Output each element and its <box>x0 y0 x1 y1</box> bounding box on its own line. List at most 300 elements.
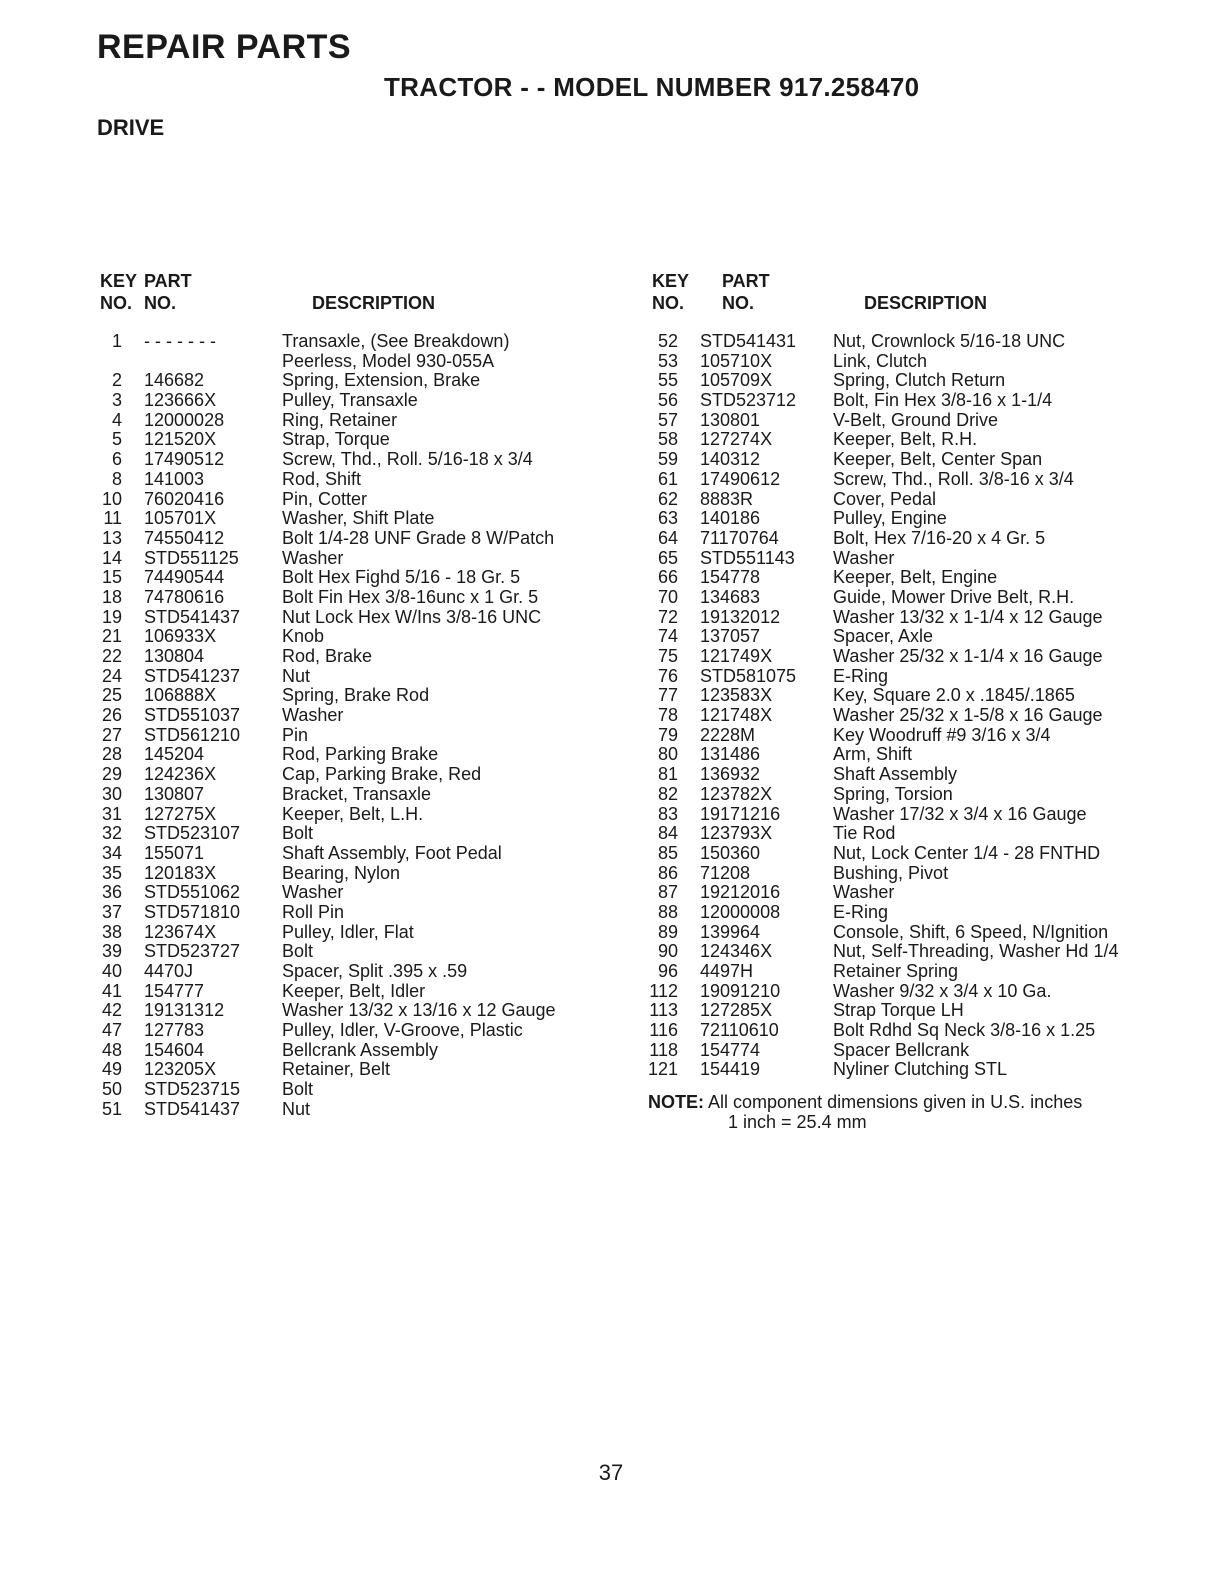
part-description: Spring, Extension, Brake <box>282 370 481 391</box>
table-row <box>648 864 1168 884</box>
key-number: 53 <box>657 350 678 371</box>
key-number: 2 <box>111 370 122 391</box>
part-number: 71208 <box>700 862 751 883</box>
table-row <box>100 942 620 962</box>
table-row <box>100 824 620 844</box>
part-description: Arm, Shift <box>833 744 913 765</box>
table-row <box>648 352 1168 372</box>
table-row <box>100 745 620 765</box>
part-number: 124346X <box>700 941 773 962</box>
part-description: Washer 25/32 x 1-1/4 x 16 Gauge <box>833 646 1103 666</box>
table-row <box>648 726 1168 746</box>
part-description: Spring, Brake Rod <box>282 685 430 706</box>
table-row <box>100 726 620 746</box>
part-description: Bushing, Pivot <box>833 862 949 883</box>
table-row <box>100 450 620 470</box>
key-number: 65 <box>657 547 678 568</box>
part-number: 127783 <box>144 1020 205 1041</box>
key-number: 1 <box>111 331 122 351</box>
part-number: 154774 <box>700 1039 761 1060</box>
table-header <box>100 270 620 332</box>
description-header: DESCRIPTION <box>312 293 436 313</box>
key-number: 15 <box>101 567 122 588</box>
part-description: Key Woodruff #9 3/16 x 3/4 <box>833 724 1051 745</box>
table-row <box>648 391 1168 411</box>
part-number: 105701X <box>144 508 217 529</box>
key-number: 82 <box>657 783 678 804</box>
part-number: 150360 <box>700 842 761 863</box>
part-description: Knob <box>282 626 325 647</box>
key-number: 3 <box>111 390 122 411</box>
key-number: 72 <box>657 606 678 627</box>
part-description: Bolt Rdhd Sq Neck 3/8-16 x 1.25 <box>833 1020 1096 1041</box>
part-description: Keeper, Belt, Idler <box>282 980 426 1001</box>
part-header-line1: PART <box>144 271 192 291</box>
part-number: 74490544 <box>144 567 225 588</box>
part-number: 123674X <box>144 921 217 942</box>
table-row <box>100 982 620 1002</box>
table-row <box>100 490 620 510</box>
part-header-line2: NO. <box>722 293 755 313</box>
dimension-note <box>648 1092 1082 1132</box>
part-description: Screw, Thd., Roll. 5/16-18 x 3/4 <box>282 449 533 470</box>
part-description: Washer <box>282 882 344 903</box>
part-description: Retainer Spring <box>833 961 959 981</box>
table-row <box>100 411 620 431</box>
part-description: Bearing, Nylon <box>282 862 401 883</box>
part-description: Keeper, Belt, R.H. <box>833 429 978 450</box>
model-subtitle: TRACTOR - - MODEL NUMBER 917.258470 <box>384 72 920 102</box>
table-row <box>648 332 1168 352</box>
part-description: Guide, Mower Drive Belt, R.H. <box>833 586 1075 607</box>
table-row <box>648 706 1168 726</box>
key-number: 6 <box>111 449 122 470</box>
key-header-line2: NO. <box>652 293 685 313</box>
key-number: 52 <box>657 331 678 351</box>
part-number: 131486 <box>700 744 761 765</box>
key-number: 22 <box>101 646 122 666</box>
table-row <box>648 1041 1168 1061</box>
table-row <box>648 686 1168 706</box>
table-row <box>100 1001 620 1021</box>
part-description: Bolt, Fin Hex 3/8-16 x 1-1/4 <box>833 390 1053 411</box>
key-number: 85 <box>657 842 678 863</box>
part-number: 130807 <box>144 783 205 804</box>
table-row <box>100 627 620 647</box>
key-number: 5 <box>111 429 122 450</box>
part-header-line2: NO. <box>144 293 177 313</box>
part-number: 139964 <box>700 921 761 942</box>
part-description: Bellcrank Assembly <box>282 1039 439 1060</box>
section-heading: DRIVE <box>97 115 165 140</box>
table-row <box>648 588 1168 608</box>
key-number: 96 <box>657 961 678 981</box>
part-description: Washer 13/32 x 1-1/4 x 12 Gauge <box>833 606 1103 627</box>
key-number: 88 <box>657 901 678 922</box>
table-row <box>648 982 1168 1002</box>
table-row <box>648 667 1168 687</box>
part-description: Nyliner Clutching STL <box>833 1059 1008 1080</box>
key-number: 66 <box>657 567 678 588</box>
part-description: Pin <box>282 724 309 745</box>
part-number: STD523107 <box>144 823 241 844</box>
table-row <box>648 745 1168 765</box>
table-row <box>648 923 1168 943</box>
part-description: Bolt <box>282 941 314 962</box>
table-row <box>648 647 1168 667</box>
part-description: Shaft Assembly, Foot Pedal <box>282 842 502 863</box>
part-description: Washer 17/32 x 3/4 x 16 Gauge <box>833 803 1087 824</box>
table-row <box>100 686 620 706</box>
part-number: STD551143 <box>700 547 795 568</box>
table-row <box>648 903 1168 923</box>
part-description: Spring, Torsion <box>833 783 953 804</box>
parts-table-left <box>100 270 620 1120</box>
key-number: 64 <box>657 527 678 548</box>
table-row <box>100 470 620 490</box>
table-row <box>100 1041 620 1061</box>
table-row <box>100 903 620 923</box>
table-row <box>648 1001 1168 1021</box>
part-description: Washer <box>833 882 895 903</box>
part-description: Peerless, Model 930-055A <box>282 350 495 371</box>
part-number: 4497H <box>700 961 754 981</box>
key-number: 51 <box>101 1098 122 1119</box>
key-number: 55 <box>657 370 678 391</box>
key-number: 83 <box>657 803 678 824</box>
part-number: 19132012 <box>700 606 781 627</box>
part-description: Strap, Torque <box>282 429 390 450</box>
key-number: 36 <box>101 882 122 903</box>
key-number: 57 <box>657 409 678 430</box>
part-number: STD541237 <box>144 665 241 686</box>
key-number: 10 <box>101 488 122 509</box>
part-number: STD571810 <box>144 901 241 922</box>
part-description: Nut Lock Hex W/Ins 3/8-16 UNC <box>282 606 542 627</box>
part-description: Bolt <box>282 1079 314 1100</box>
key-number: 87 <box>657 882 678 903</box>
part-description: Rod, Brake <box>282 646 373 666</box>
part-description: Roll Pin <box>282 901 345 922</box>
part-description: Rod, Shift <box>282 468 362 489</box>
part-description: Keeper, Belt, Engine <box>833 567 998 588</box>
part-description: Nut, Crownlock 5/16-18 UNC <box>833 331 1066 351</box>
table-row <box>648 608 1168 628</box>
part-number: 136932 <box>700 764 761 785</box>
key-number: 25 <box>101 685 122 706</box>
table-rows <box>100 332 620 1120</box>
key-number: 38 <box>101 921 122 942</box>
part-description: Screw, Thd., Roll. 3/8-16 x 3/4 <box>833 468 1074 489</box>
part-number: 124236X <box>144 764 217 785</box>
key-number: 30 <box>101 783 122 804</box>
table-row <box>100 1021 620 1041</box>
part-number: 71170764 <box>700 527 779 548</box>
part-number: 123205X <box>144 1059 217 1080</box>
part-number: 121749X <box>700 646 773 666</box>
key-number: 11 <box>103 508 122 529</box>
part-number: 17490512 <box>144 449 225 470</box>
table-row <box>100 332 620 352</box>
part-number: 19212016 <box>700 882 781 903</box>
part-number: 19171216 <box>700 803 781 824</box>
part-description: Nut <box>282 665 311 686</box>
part-number: 12000028 <box>144 409 225 430</box>
table-row <box>100 667 620 687</box>
key-number: 74 <box>657 626 678 647</box>
key-number: 79 <box>657 724 678 745</box>
part-description: Pin, Cotter <box>282 488 368 509</box>
part-description: Bolt 1/4-28 UNF Grade 8 W/Patch <box>282 527 555 548</box>
table-row <box>100 1100 620 1120</box>
table-row <box>648 765 1168 785</box>
key-number: 59 <box>657 449 678 470</box>
part-number: 155071 <box>144 842 205 863</box>
part-description: Spacer, Split .395 x .59 <box>282 961 468 981</box>
part-description: Transaxle, (See Breakdown) <box>282 331 510 351</box>
table-row <box>648 430 1168 450</box>
part-number: 154777 <box>144 980 205 1001</box>
part-number: 154778 <box>700 567 761 588</box>
table-header <box>648 270 1168 332</box>
table-rows <box>648 332 1168 1080</box>
part-description: Nut <box>282 1098 311 1119</box>
part-number: STD541437 <box>144 1098 241 1119</box>
part-description: Retainer, Belt <box>282 1059 391 1080</box>
part-number: STD551037 <box>144 705 241 726</box>
key-number: 29 <box>101 764 122 785</box>
key-number: 86 <box>657 862 678 883</box>
key-number: 80 <box>657 744 678 765</box>
part-description: Keeper, Belt, L.H. <box>282 803 424 824</box>
key-number: 50 <box>101 1079 122 1100</box>
table-row <box>648 490 1168 510</box>
key-number: 113 <box>649 1000 678 1021</box>
parts-table-right <box>648 270 1168 1080</box>
part-description: Nut, Self-Threading, Washer Hd 1/4 <box>833 941 1119 962</box>
part-number: 123583X <box>700 685 773 706</box>
key-number: 19 <box>101 606 122 627</box>
table-row <box>648 844 1168 864</box>
part-number: 106888X <box>144 685 217 706</box>
key-number: 90 <box>657 941 678 962</box>
table-row <box>648 509 1168 529</box>
key-number: 70 <box>657 586 678 607</box>
part-description: Bolt Hex Fighd 5/16 - 18 Gr. 5 <box>282 567 521 588</box>
part-number: 145204 <box>144 744 205 765</box>
table-row <box>100 352 620 372</box>
table-row <box>100 1060 620 1080</box>
part-description: Console, Shift, 6 Speed, N/Ignition <box>833 921 1109 942</box>
part-description: Link, Clutch <box>833 350 928 371</box>
part-number: 120183X <box>144 862 217 883</box>
note-line1: All component dimensions given in U.S. inches <box>708 1092 1083 1112</box>
key-number: 75 <box>657 646 678 666</box>
key-number: 78 <box>657 705 678 726</box>
part-description: Rod, Parking Brake <box>282 744 439 765</box>
table-row <box>100 1080 620 1100</box>
part-number: 72110610 <box>700 1020 779 1041</box>
table-row <box>648 371 1168 391</box>
table-row <box>100 785 620 805</box>
description-header: DESCRIPTION <box>864 293 988 313</box>
key-number: 24 <box>101 665 122 686</box>
part-number: 137057 <box>700 626 761 647</box>
part-description: Bolt, Hex 7/16-20 x 4 Gr. 5 <box>833 527 1046 548</box>
page-title: REPAIR PARTS <box>97 28 352 66</box>
part-number: 127274X <box>700 429 773 450</box>
part-description: Key, Square 2.0 x .1845/.1865 <box>833 685 1075 706</box>
table-row <box>100 864 620 884</box>
key-number: 40 <box>101 961 122 981</box>
key-number: 49 <box>101 1059 122 1080</box>
part-description: Pulley, Transaxle <box>282 390 418 411</box>
part-number: 4470J <box>144 961 194 981</box>
part-description: Washer 9/32 x 3/4 x 10 Ga. <box>833 980 1052 1001</box>
part-description: Keeper, Belt, Center Span <box>833 449 1043 470</box>
part-description: V-Belt, Ground Drive <box>833 409 999 430</box>
note-label: NOTE: <box>648 1092 704 1112</box>
key-number: 47 <box>101 1020 122 1041</box>
key-number: 48 <box>101 1039 122 1060</box>
part-number: 74780616 <box>144 586 225 607</box>
key-number: 81 <box>657 764 678 785</box>
key-number: 42 <box>101 1000 122 1021</box>
key-number: 89 <box>657 921 678 942</box>
key-number: 37 <box>101 901 122 922</box>
table-row <box>648 962 1168 982</box>
part-number: 134683 <box>700 586 761 607</box>
key-number: 41 <box>101 980 122 1001</box>
part-header-line1: PART <box>722 271 770 291</box>
table-row <box>648 627 1168 647</box>
part-number: STD523712 <box>700 390 797 411</box>
table-row <box>100 844 620 864</box>
part-number: 123782X <box>700 783 773 804</box>
part-number: 146682 <box>144 370 205 391</box>
part-number: 74550412 <box>144 527 225 548</box>
part-description: Bracket, Transaxle <box>282 783 432 804</box>
table-row <box>100 647 620 667</box>
key-number: 62 <box>657 488 678 509</box>
key-header-line1: KEY <box>100 271 138 291</box>
part-number: STD561210 <box>144 724 241 745</box>
table-row <box>648 529 1168 549</box>
part-description: Bolt <box>282 823 314 844</box>
part-number: STD551125 <box>144 547 239 568</box>
part-number: 105709X <box>700 370 773 391</box>
part-description: Cover, Pedal <box>833 488 937 509</box>
table-row <box>100 706 620 726</box>
table-row <box>648 1021 1168 1041</box>
part-number: 154419 <box>700 1059 761 1080</box>
part-description: Pulley, Idler, Flat <box>282 921 414 942</box>
part-description: Washer <box>833 547 895 568</box>
key-number: 8 <box>111 468 122 489</box>
part-description: Pulley, Engine <box>833 508 947 529</box>
key-number: 26 <box>101 705 122 726</box>
part-number: 76020416 <box>144 488 225 509</box>
part-description: E-Ring <box>833 901 889 922</box>
part-number: 2228M <box>700 724 756 745</box>
part-number: 19091210 <box>700 980 781 1001</box>
part-description: Ring, Retainer <box>282 409 398 430</box>
part-number: 130801 <box>700 409 761 430</box>
key-number: 76 <box>657 665 678 686</box>
part-description: Bolt Fin Hex 3/8-16unc x 1 Gr. 5 <box>282 586 539 607</box>
key-number: 84 <box>657 823 678 844</box>
key-number: 118 <box>649 1039 678 1060</box>
part-number: STD523715 <box>144 1079 241 1100</box>
table-row <box>100 588 620 608</box>
part-description: Strap Torque LH <box>833 1000 964 1021</box>
key-number: 61 <box>657 468 678 489</box>
key-number: 112 <box>649 980 678 1001</box>
part-number: 123793X <box>700 823 773 844</box>
part-number: STD581075 <box>700 665 797 686</box>
key-number: 21 <box>101 626 122 647</box>
part-description: Pulley, Idler, V-Groove, Plastic <box>282 1020 523 1041</box>
part-number: STD523727 <box>144 941 241 962</box>
key-number: 35 <box>101 862 122 883</box>
part-description: Washer, Shift Plate <box>282 508 435 529</box>
table-row <box>100 371 620 391</box>
part-number: 127275X <box>144 803 217 824</box>
table-row <box>648 411 1168 431</box>
key-number: 18 <box>101 586 122 607</box>
part-description: Washer 13/32 x 13/16 x 12 Gauge <box>282 1000 556 1021</box>
key-number: 77 <box>657 685 678 706</box>
part-number: 106933X <box>144 626 217 647</box>
table-row <box>648 805 1168 825</box>
part-number: 17490612 <box>700 468 781 489</box>
part-number: 154604 <box>144 1039 205 1060</box>
table-row <box>100 549 620 569</box>
key-header-line1: KEY <box>652 271 690 291</box>
part-number: - - - - - - - <box>144 331 216 351</box>
key-number: 14 <box>101 547 122 568</box>
key-number: 34 <box>101 842 122 863</box>
part-number: STD541431 <box>700 331 797 351</box>
part-description: Nut, Lock Center 1/4 - 28 FNTHD <box>833 842 1101 863</box>
part-number: 140186 <box>700 508 761 529</box>
note-line2: 1 inch = 25.4 mm <box>728 1112 867 1132</box>
page-number: 37 <box>598 1460 624 1485</box>
key-number: 28 <box>101 744 122 765</box>
key-number: 27 <box>101 724 122 745</box>
part-number: 12000008 <box>700 901 781 922</box>
key-number: 116 <box>649 1020 678 1041</box>
key-number: 32 <box>101 823 122 844</box>
part-number: 123666X <box>144 390 217 411</box>
table-row <box>648 942 1168 962</box>
table-row <box>100 805 620 825</box>
table-row <box>648 883 1168 903</box>
table-row <box>100 608 620 628</box>
key-number: 39 <box>101 941 122 962</box>
key-number: 13 <box>101 527 122 548</box>
table-row <box>648 1060 1168 1080</box>
part-number: STD551062 <box>144 882 241 903</box>
part-description: Washer <box>282 547 344 568</box>
key-number: 121 <box>648 1059 679 1080</box>
key-number: 58 <box>657 429 678 450</box>
table-row <box>100 923 620 943</box>
table-row <box>648 470 1168 490</box>
table-row <box>100 962 620 982</box>
table-row <box>648 568 1168 588</box>
part-description: Shaft Assembly <box>833 764 958 785</box>
